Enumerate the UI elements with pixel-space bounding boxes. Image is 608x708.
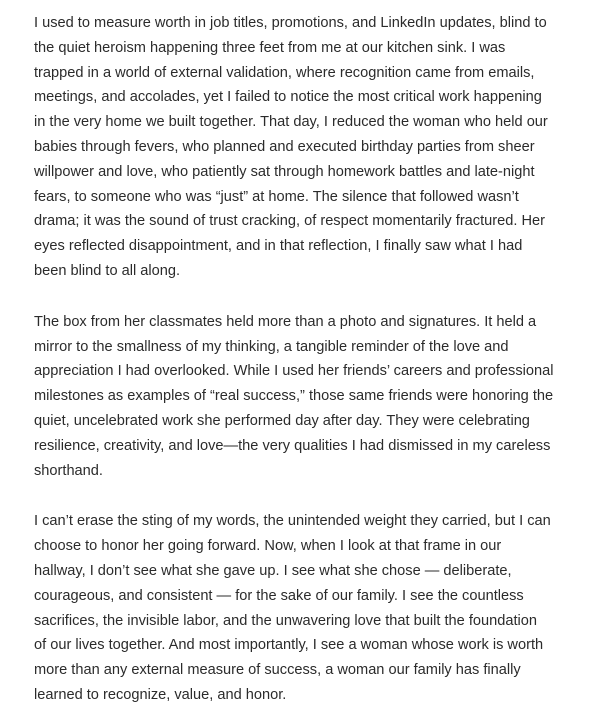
text-line: shorthand. [34,462,103,479]
text-line: mirror to the smallness of my thinking, a tangible reminder of the love and [34,338,509,355]
text-line: I used to measure worth in job titles, promotions, and LinkedIn updates, blind to [34,15,547,31]
text-line: appreciation I had overlooked. While I used her friends’ careers and professional [34,363,554,380]
text-line: of our lives together. And most importantly, I see a woman whose work is worth [34,637,544,654]
text-line: The box from her classmates held more than a photo and signatures. It held a [34,313,537,330]
article-body [34,11,582,708]
text-line: trapped in a world of external validation, where recognition came from emails, [34,64,535,81]
text-line: fears, to someone who was “just” at home. The silence that followed wasn’t [34,188,519,205]
paragraph-3 [34,509,582,707]
text-line: the quiet heroism happening three feet from me at our kitchen sink. I was [34,39,506,56]
text-line: learned to recognize, value, and honor. [34,686,287,703]
text-line: sacrifices, the invisible labor, and the unwavering love that built the foundation [34,612,537,629]
text-line: I can’t erase the sting of my words, the unintended weight they carried, but I can [34,513,551,530]
text-line: choose to honor her going forward. Now, when I look at that frame in our [34,538,502,555]
text-line: eyes reflected disappointment, and in that reflection, I finally saw what I had [34,238,523,255]
paragraph-1 [34,11,582,284]
text-line: milestones as examples of “real success,” those same friends were honoring the [34,388,554,405]
text-line: willpower and love, who patiently sat through homework battles and late-night [34,163,535,180]
text-line: resilience, creativity, and love—the very qualities I had dismissed in my careless [34,437,551,454]
text-line: courageous, and consistent — for the sake of our family. I see the countless [34,587,524,604]
text-line: quiet, uncelebrated work she performed day after day. They were celebrating [34,412,530,429]
text-line: more than any external measure of success, a woman our family has finally [34,662,521,679]
text-line: been blind to all along. [34,262,181,279]
text-line: hallway, I don’t see what she gave up. I see what she chose — deliberate, [34,562,512,579]
text-line: in the very home we built together. That day, I reduced the woman who held our [34,114,548,131]
text-line: babies through fevers, who planned and executed birthday parties from sheer [34,138,535,155]
text-line: drama; it was the sound of trust cracking, of respect momentarily fractured. Her [34,213,545,230]
text-line: meetings, and accolades, yet I failed to notice the most critical work happening [34,89,542,106]
paragraph-2 [34,310,582,484]
